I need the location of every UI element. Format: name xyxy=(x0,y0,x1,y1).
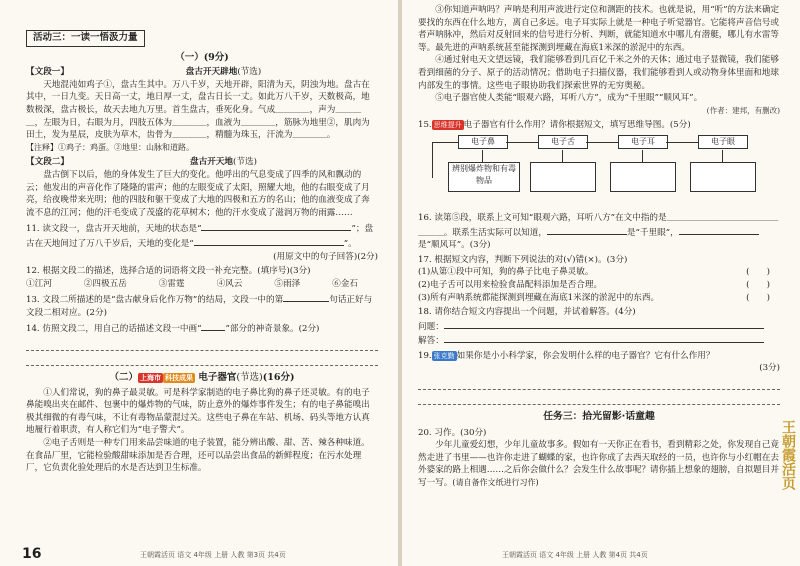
mind-map-box-ear: 电子耳 xyxy=(618,135,668,149)
mind-map-box-tongue: 电子舌 xyxy=(538,135,588,149)
q17-item: (2)电子舌可以用来检验食品配料添加是否合理。 ( ) xyxy=(418,279,770,290)
mind-map-connector xyxy=(586,142,618,143)
part2-paragraph-4: ④通过射电天文望远镜，我们能够看到几百亿千米之外的天体；通过电子显微镜，我们能够看到细菌的分子、原子的活动情况；借助电子扫描仪器，我们能够看到人或动物身体里面和地球内部发生的事情。这些电子眼协助我们探索世界的无穷奥秘。 xyxy=(418,55,779,91)
mind-map-connector xyxy=(506,142,538,143)
region-tag: 上海市 xyxy=(140,374,162,383)
lesson2-text: 盘古倒下以后，他的身体发生了巨大的变化。他呼出的气息变成了四季的风和飘动的云；他发出的声音化作了隆隆的雷声；他的左眼变成了太阳，照耀大地，他的右眼变成了月亮，给夜晚带来光明；他的四肢和躯干变成了大地的四极和五方的名山；他的血液变成了奔流不息的江河；他的汗毛变成了茂盛的花草树木；他的汗水变成了滋润万物的雨露…… xyxy=(26,169,370,218)
left-page xyxy=(0,0,398,566)
q17-answer-box[interactable]: ( ) xyxy=(746,292,770,303)
q17-answer-box[interactable]: ( ) xyxy=(746,279,770,290)
mind-map-answer-ear[interactable] xyxy=(610,162,676,192)
mind-map-connector xyxy=(432,142,433,178)
mind-map-connector xyxy=(722,150,723,162)
mind-map-box-eye: 电子眼 xyxy=(698,135,748,149)
q18-answer-line: 解答： xyxy=(418,333,780,348)
topic-tag: 科技成果 xyxy=(165,374,194,383)
q12-option: ②四极五岳 xyxy=(83,278,127,289)
question-13: 13. 文段二所描述的是“盘古献身后化作万物”的结局，文段一中的第 句话正好与文段二相对应。(2分) xyxy=(26,292,378,319)
q18-question-line: 问题： xyxy=(418,319,780,334)
mind-map-answer-eye[interactable] xyxy=(690,162,756,192)
question-19: 19. 张克勤 如果你是小小科学家，你会发明什么样的电子器官？它有什么作用？ xyxy=(418,350,715,361)
q13-blank[interactable] xyxy=(283,292,329,302)
q17-item: (1)从第①段中可知，狗的鼻子比电子鼻灵敏。 ( ) xyxy=(418,267,770,278)
q12-option: ⑥金石 xyxy=(332,278,358,289)
part2-paragraph-3: ③你知道声呐吗？声呐是利用声波进行定位和测距的技术。也就是说，用“听”的方法来确定要找的东西在什么地方，离自己多远。电子耳实际上就是一种电子听觉器官。它能将声音信号或者声呐脉冲，然后对反射回来的信号进行分析、判断，就能知道水中哪儿有潜艇，哪儿有水雷等等。最先进的声呐系统甚至能探测到埋藏在海底1米深的淤泥中的东西。 xyxy=(418,5,780,53)
q12-option: ④风云 xyxy=(216,278,243,289)
q11-blank-1[interactable] xyxy=(201,221,351,231)
q16-blank-2[interactable] xyxy=(679,225,759,235)
q18-question-input[interactable] xyxy=(444,319,764,329)
q11-blank-2[interactable] xyxy=(194,236,344,246)
mind-map-answer-tongue[interactable] xyxy=(530,162,596,192)
q19-answer-line[interactable] xyxy=(418,390,780,405)
q18-answer-input[interactable] xyxy=(444,333,764,343)
question-15: 15. 思维提升 电子器官有什么作用？请你根据短文，填写思维导图。(5分) xyxy=(418,120,691,131)
mind-map-connector xyxy=(562,150,563,162)
right-column xyxy=(418,4,780,490)
question-12: 12. 根据文段二的描述，选择合适的词语将文段一补充完整。(填序号)(3分) xyxy=(26,266,311,277)
left-footer: 王朝霞活页 语文 4年级 上册 人教 第3页 共4页 xyxy=(140,551,286,559)
q20-prompt: 少年儿童爱幻想，少年儿童故事多。假如有一天你正在看书，看到精彩之处，你发现自己竟然走进了书里——也许你走进了蝴蝶的家，也许你成了去西天取经的一员，也许你与小红帽在去外婆家的路上相遇……之后你会做什么？会发生什么故事呢？请你插上想象的翅膀，自拟题目并写一写。(请自备作文纸进行习作) xyxy=(418,440,779,489)
q12-options xyxy=(26,278,378,291)
mind-map-connector xyxy=(432,142,458,143)
q11-score: (用原文中的句子回答)(2分) xyxy=(273,251,378,262)
q16-blank-1[interactable] xyxy=(547,225,627,235)
part2-paragraph-5: ⑤电子器官使人类能“眼观六路，耳听八方”，成为“千里眼”“顺风耳”。 xyxy=(435,93,703,104)
q19-answer-line[interactable] xyxy=(418,375,780,390)
skill-tag: 思维提升 xyxy=(433,121,462,130)
lesson1-annotation: 【注释】①鸡子：鸡蛋。②地里：山脉和道路。 xyxy=(26,142,194,152)
q12-option: ①江河 xyxy=(26,278,52,289)
mind-map xyxy=(418,135,780,209)
lesson1-text: 天地混沌如鸡子①，盘古生其中。万八千岁，天地开辟，阳清为天，阴浊为地。盘古在其中，一日九变。天日高一丈，地日厚一丈，盘古日长一丈。如此万八千岁，天数极高，地数极深，盘古极长，故天去地九万里。首生盘古，垂死化身。气成＿＿＿＿，声为＿＿＿＿，左眼为日，右眼为月，四肢五体为＿＿＿＿，血液为＿＿＿＿，筋脉为地里②，肌肉为田土，发为星辰，皮肤为草木，齿骨为＿＿＿＿，精髓为珠玉，汗流为＿＿＿＿。 xyxy=(26,79,370,141)
q14-answer-line[interactable] xyxy=(26,351,378,366)
left-column xyxy=(26,30,378,475)
question-16: 16. 读第⑤段，联系上文可知“眼观六路，耳听八方”在文中指的是＿＿＿＿＿＿＿＿＿＿＿＿＿＿＿＿。联系生活实际可以知道， 是“千里眼”，是“顺风耳”。(3分) xyxy=(418,212,779,251)
brand-logo: 王朝霞活页 xyxy=(780,420,796,490)
lesson2-header: 【文段二】 盘古开天地(节选) xyxy=(26,157,257,168)
question-11: 11. 读文段一，盘古开天地前，天地的状态是“ ”；盘古在天地间过了万八千岁后，天地的变化是“ ”。 xyxy=(26,221,378,250)
question-14: 14. 仿照文段二，用自己的话描述文段一中画“ ”部分的神奇景象。(2分) xyxy=(26,321,378,336)
mind-map-box-nose: 电子鼻 xyxy=(458,135,508,149)
page-number: 16 xyxy=(22,546,42,562)
task-title: 任务三：拾光留影·话童趣 xyxy=(543,411,655,423)
part2-paragraph-2: ②电子舌则是一种专门用来品尝味道的电子装置，能分辨出酸、甜、苦、辣各种味道。在食品厂里，它能检验酸甜味添加是否合理，还可以品尝出食品的新鲜程度；在污水处理厂，它负责化验处理后的水是否达到卫生标准。 xyxy=(26,438,370,474)
q14-underline-sample xyxy=(201,321,225,331)
article-source: (作者：建邦，有删改) xyxy=(706,105,780,115)
mind-map-connector xyxy=(482,150,483,162)
part2-title: （二） 上海市 科技成果 电子器官(节选)(16分) xyxy=(109,372,295,384)
q17-answer-box[interactable]: ( ) xyxy=(746,267,770,278)
q19-score: (3分) xyxy=(759,363,780,374)
question-18: 18. 请你结合短文内容提出一个问题，并试着解答。(4分) xyxy=(418,307,636,318)
activity-title: 活动三：一读一悟汲力量 xyxy=(26,30,145,47)
q17-item: (3)所有声呐系统都能探测到埋藏在海底1米深的淤泥中的东西。 ( ) xyxy=(418,292,770,303)
lesson1-header: 【文段一】 盘古开天辟地(节选) xyxy=(26,67,262,78)
question-20: 20. 习作。(30分) xyxy=(418,427,487,438)
q12-option: ③雷霆 xyxy=(158,278,185,289)
right-page xyxy=(402,0,800,566)
q12-option: ⑤雨泽 xyxy=(274,278,301,289)
q14-answer-line[interactable] xyxy=(26,336,378,351)
part1-title: （一）(9分) xyxy=(175,51,229,63)
mind-map-connector xyxy=(666,142,698,143)
question-17: 17. 根据短文内容，判断下列说法的对(√)错(×)。(3分) xyxy=(418,254,628,265)
mind-map-answer-nose: 辨别爆炸物和有毒物品 xyxy=(448,162,520,192)
mind-map-connector xyxy=(642,150,643,162)
expert-tag: 张克勤 xyxy=(433,351,455,360)
part2-paragraph-1: ①人们常说，狗的鼻子最灵敏。可是科学家制造的电子鼻比狗的鼻子还灵敏。有的电子鼻能嗅出夹在邮件、包裹中的爆炸物的气味，防止意外的爆炸事件发生；有的电子鼻能嗅出极其细微的有毒气味，不让有毒物品蒙混过关。这些电子鼻在车站、机场、码头等地方认真地履行着职责，有人称它们为“电子警犬”。 xyxy=(26,387,370,436)
right-footer: 王朝霞活页 语文 4年级 上册 人教 第4页 共4页 xyxy=(502,551,648,559)
